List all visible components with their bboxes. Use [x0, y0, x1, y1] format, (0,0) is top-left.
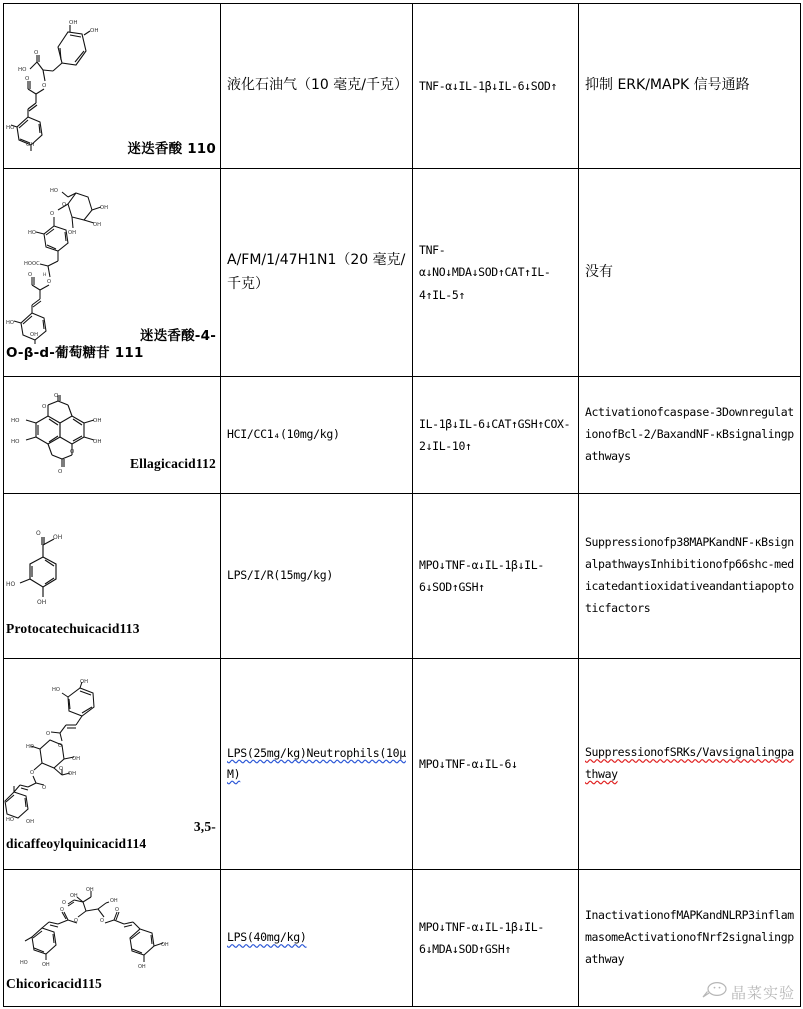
- svg-text:O: O: [42, 404, 47, 410]
- svg-text:OH: OH: [110, 897, 118, 904]
- svg-text:OH: OH: [68, 229, 76, 236]
- pathway-text: [585, 742, 794, 786]
- chemical-structure-protocatechuic-acid: [6, 515, 216, 627]
- model-text: [227, 927, 406, 948]
- svg-text:OH: OH: [69, 19, 78, 26]
- model-text: HCI/CC1₄(10mg/kg): [227, 427, 340, 442]
- svg-text:O: O: [59, 766, 64, 773]
- pathway-cell: [579, 870, 801, 1007]
- pathway-cell: [579, 377, 801, 494]
- svg-text:O: O: [58, 743, 63, 750]
- table-row: [4, 494, 801, 659]
- svg-text:O: O: [46, 731, 51, 738]
- svg-text:OH: OH: [93, 221, 101, 228]
- svg-text:O: O: [54, 393, 59, 399]
- table-row: [4, 377, 801, 494]
- chemical-structure-chicoric-acid: [20, 884, 230, 982]
- svg-text:OH: OH: [30, 331, 38, 338]
- svg-text:O: O: [74, 917, 78, 924]
- svg-text:OH: OH: [93, 439, 102, 445]
- svg-text:OH: OH: [138, 963, 146, 970]
- model-text-spellchecked: LPS(25mg/kg)Neutrophils(10μM): [227, 745, 406, 781]
- svg-text:HOOC: HOOC: [24, 260, 40, 267]
- table-row: [4, 659, 801, 870]
- compound-name: Ellagicacid112: [129, 456, 216, 472]
- svg-text:HO: HO: [11, 439, 20, 445]
- svg-text:HO: HO: [6, 817, 14, 824]
- chemical-structure-rosmarinic-acid: [6, 15, 216, 147]
- watermark-text: 晶菜实验: [730, 983, 795, 1002]
- svg-text:O: O: [34, 49, 39, 56]
- svg-text:O: O: [28, 271, 33, 278]
- svg-text:O: O: [100, 917, 104, 924]
- pathway-text: 没有: [585, 263, 613, 280]
- structure-cell: [4, 870, 221, 1007]
- model-text: [227, 743, 406, 786]
- compound-name-line2: dicaffeoylquinicacid114: [6, 836, 147, 851]
- compound-pathway-table: [3, 3, 801, 1007]
- svg-text:OH: OH: [161, 941, 169, 948]
- chemical-structure-ellagic-acid: [6, 391, 118, 479]
- svg-text:O: O: [115, 906, 119, 913]
- svg-text:O: O: [60, 906, 64, 913]
- structure-cell: [4, 4, 221, 169]
- svg-text:HO: HO: [18, 66, 27, 73]
- markers-text: MPO↓TNF-α↓IL-1β↓IL-6↓MDA↓SOD↑GSH↑: [419, 919, 544, 956]
- compound-name: Chicoricacid115: [6, 975, 102, 991]
- model-cell: [221, 659, 413, 870]
- svg-text:HO: HO: [6, 580, 16, 588]
- markers-cell: [413, 377, 579, 494]
- svg-text:O: O: [36, 529, 41, 537]
- model-text: 液化石油气（10 毫克/千克）: [227, 77, 408, 94]
- markers-text: TNF-α↓IL-1β↓IL-6↓SOD↑: [419, 78, 558, 93]
- compound-name: Protocatechuicacid113: [6, 620, 140, 636]
- pathway-text: InactivationofMAPKandNLRP3inflammasomeActivationofNrf2signalingpathway: [585, 908, 794, 966]
- svg-text:OH: OH: [53, 533, 63, 541]
- model-text: A/FM/1/47H1N1（20 毫克/千克）: [227, 251, 406, 292]
- svg-text:H: H: [43, 272, 47, 278]
- svg-text:O: O: [42, 785, 47, 792]
- svg-text:O: O: [50, 210, 55, 217]
- markers-text: IL-1β↓IL-6↓CAT↑GSH↑COX-2↓IL-10↑: [419, 416, 571, 453]
- structure-cell: [4, 377, 221, 494]
- table-row: [4, 169, 801, 377]
- compound-name-line1: 3,5-: [193, 819, 216, 835]
- svg-text:OH: OH: [42, 961, 50, 968]
- pathway-cell: [579, 494, 801, 659]
- svg-text:OH: OH: [72, 756, 80, 763]
- svg-text:HO: HO: [20, 959, 28, 966]
- markers-cell: [413, 659, 579, 870]
- model-cell: [221, 494, 413, 659]
- svg-text:OH: OH: [86, 886, 94, 893]
- svg-text:OH: OH: [26, 141, 35, 148]
- svg-text:O: O: [25, 75, 30, 82]
- svg-text:O: O: [47, 278, 52, 285]
- model-cell: [221, 169, 413, 377]
- compound-name-line2: O-β-d-葡萄糖苷 111: [6, 344, 144, 361]
- svg-text:HO: HO: [6, 319, 14, 326]
- structure-cell: [4, 659, 221, 870]
- compound-name-line1: 迷迭香酸-4-: [140, 327, 216, 344]
- svg-text:O: O: [62, 201, 67, 208]
- pathway-text: Activationofcaspase-3DownregulationofBcl-2/BaxandNF-κBsignalingpathways: [585, 405, 794, 463]
- pathway-cell: [579, 169, 801, 377]
- pathway-text-spellchecked: SuppressionofSRKs/Vavsignalingpathway: [585, 745, 794, 781]
- svg-text:HO: HO: [28, 229, 36, 236]
- svg-text:OH: OH: [80, 679, 88, 686]
- svg-text:OH: OH: [70, 892, 78, 899]
- markers-cell: [413, 169, 579, 377]
- pathway-cell: [579, 659, 801, 870]
- model-cell: [221, 870, 413, 1007]
- svg-text:HO: HO: [50, 187, 58, 194]
- compound-name: 迷迭香酸 110: [127, 140, 216, 157]
- pathway-text: 抑制 ERK/MAPK 信号通路: [585, 77, 750, 94]
- model-text-spellchecked: LPS(40mg/kg): [227, 930, 307, 945]
- svg-text:O: O: [70, 449, 75, 455]
- svg-text:HO: HO: [6, 124, 15, 131]
- structure-cell: [4, 494, 221, 659]
- model-text: LPS/I/R(15mg/kg): [227, 568, 333, 583]
- table-row: [4, 4, 801, 169]
- svg-text:OH: OH: [26, 819, 34, 826]
- pathway-text: Suppressionofp38MAPKandNF-κBsignalpathwaysInhibitionofp66shc-medicatedantioxidativeandantiapoptoticfactors: [585, 535, 794, 615]
- chemical-structure-3-5-dicaffeoylquinic-acid: [6, 675, 216, 825]
- svg-text:O: O: [62, 899, 66, 906]
- svg-text:HO: HO: [26, 744, 34, 751]
- model-cell: [221, 377, 413, 494]
- markers-text: TNF-α↓NO↓MDA↓SOD↑CAT↑IL-4↑IL-5↑: [419, 242, 551, 302]
- table-row: [4, 870, 801, 1007]
- svg-text:OH: OH: [90, 27, 99, 34]
- svg-text:O: O: [42, 82, 47, 89]
- markers-cell: [413, 4, 579, 169]
- svg-text:HO: HO: [11, 418, 20, 424]
- structure-cell: [4, 169, 221, 377]
- markers-text: MPO↓TNF-α↓IL-6↓: [419, 756, 518, 771]
- model-cell: [221, 4, 413, 169]
- svg-text:OH: OH: [37, 598, 47, 606]
- markers-cell: [413, 494, 579, 659]
- markers-cell: [413, 870, 579, 1007]
- svg-text:O: O: [30, 770, 35, 777]
- svg-text:OH: OH: [100, 204, 108, 211]
- document-page: [0, 3, 803, 1009]
- markers-text: MPO↓TNF-α↓IL-1β↓IL-6↓SOD↑GSH↑: [419, 557, 544, 594]
- svg-text:OH: OH: [68, 771, 76, 778]
- pathway-cell: [579, 4, 801, 169]
- svg-text:OH: OH: [93, 418, 102, 424]
- svg-text:HO: HO: [52, 687, 60, 694]
- svg-text:O: O: [58, 469, 63, 475]
